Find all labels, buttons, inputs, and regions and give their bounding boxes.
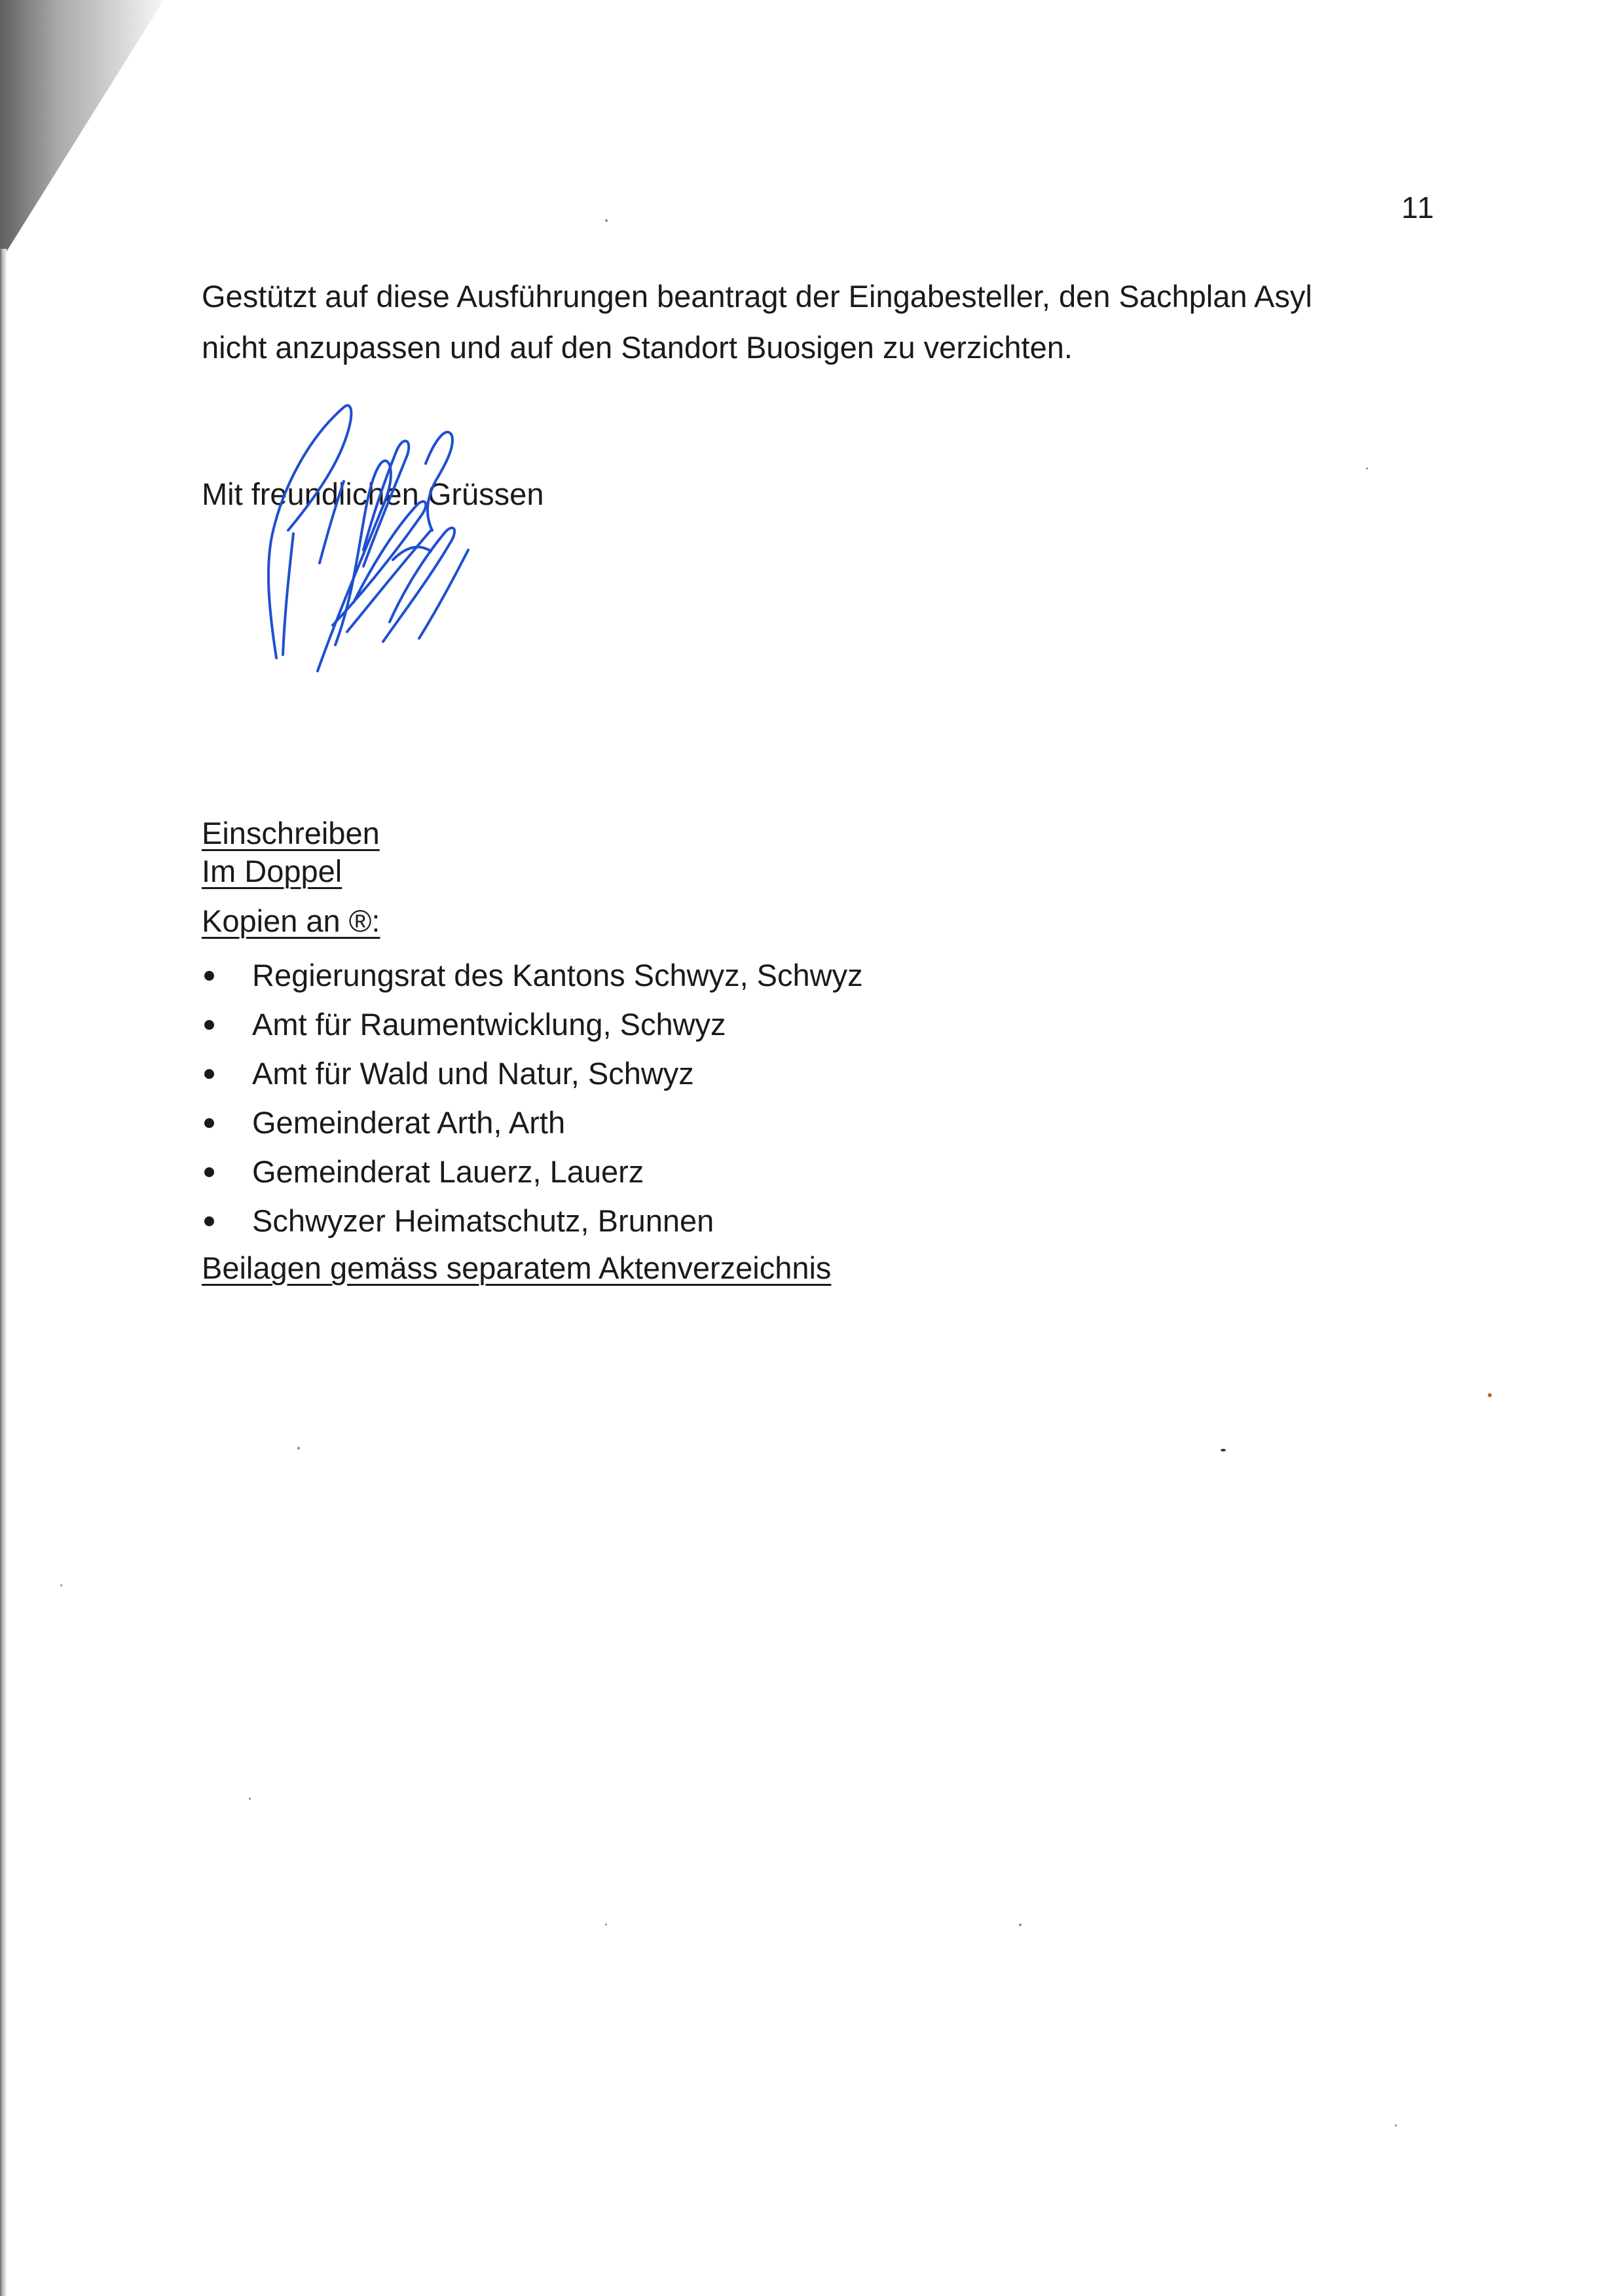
scan-speck bbox=[297, 1447, 300, 1449]
list-item bbox=[202, 1049, 863, 1098]
scan-speck bbox=[1488, 1393, 1492, 1397]
scan-speck bbox=[605, 1923, 607, 1925]
recipient-name: Amt für Raumentwicklung, Schwyz bbox=[252, 1007, 726, 1042]
page-number: 11 bbox=[1401, 191, 1435, 225]
delivery-method: Einschreiben bbox=[202, 816, 380, 850]
scan-speck bbox=[1019, 1923, 1022, 1926]
scan-speck bbox=[249, 1798, 251, 1800]
scan-speck bbox=[1395, 2124, 1397, 2126]
recipient-name: Gemeinderat Lauerz, Lauerz bbox=[252, 1154, 644, 1189]
request-paragraph bbox=[202, 271, 1312, 373]
list-item bbox=[202, 1000, 863, 1049]
signature bbox=[255, 399, 504, 694]
scan-speck bbox=[60, 1584, 62, 1586]
list-item bbox=[202, 1147, 863, 1196]
recipient-name: Gemeinderat Arth, Arth bbox=[252, 1105, 566, 1140]
bullet-dot-icon bbox=[204, 1069, 214, 1079]
list-item bbox=[202, 1196, 863, 1245]
paragraph-line: Gestützt auf diese Ausführungen beantragt der Eingabesteller, den Sachplan Asyl bbox=[202, 279, 1312, 314]
recipient-name: Regierungsrat des Kantons Schwyz, Schwyz bbox=[252, 958, 863, 993]
scan-speck bbox=[1366, 467, 1368, 469]
scan-shadow bbox=[0, 0, 170, 275]
list-item bbox=[202, 1098, 863, 1147]
bullet-dot-icon bbox=[204, 971, 214, 981]
bullet-dot-icon bbox=[204, 1020, 214, 1030]
scan-speck bbox=[1221, 1449, 1226, 1451]
recipient-name: Amt für Wald und Natur, Schwyz bbox=[252, 1056, 694, 1091]
bullet-dot-icon bbox=[204, 1118, 214, 1128]
scan-speck bbox=[605, 219, 608, 222]
recipient-name: Schwyzer Heimatschutz, Brunnen bbox=[252, 1203, 714, 1238]
copies-heading: Kopien an ®: bbox=[202, 903, 380, 938]
bullet-dot-icon bbox=[204, 1167, 214, 1177]
recipient-list bbox=[202, 951, 863, 1245]
list-item bbox=[202, 951, 863, 1000]
bullet-dot-icon bbox=[204, 1216, 214, 1226]
copies-note: Im Doppel bbox=[202, 854, 342, 888]
enclosures-note: Beilagen gemäss separatem Aktenverzeichnis bbox=[202, 1250, 832, 1285]
scan-left-edge bbox=[0, 249, 7, 2296]
paragraph-line: nicht anzupassen und auf den Standort Buosigen zu verzichten. bbox=[202, 330, 1073, 365]
closing-greeting: Mit freundlichen Grüssen bbox=[202, 477, 544, 511]
